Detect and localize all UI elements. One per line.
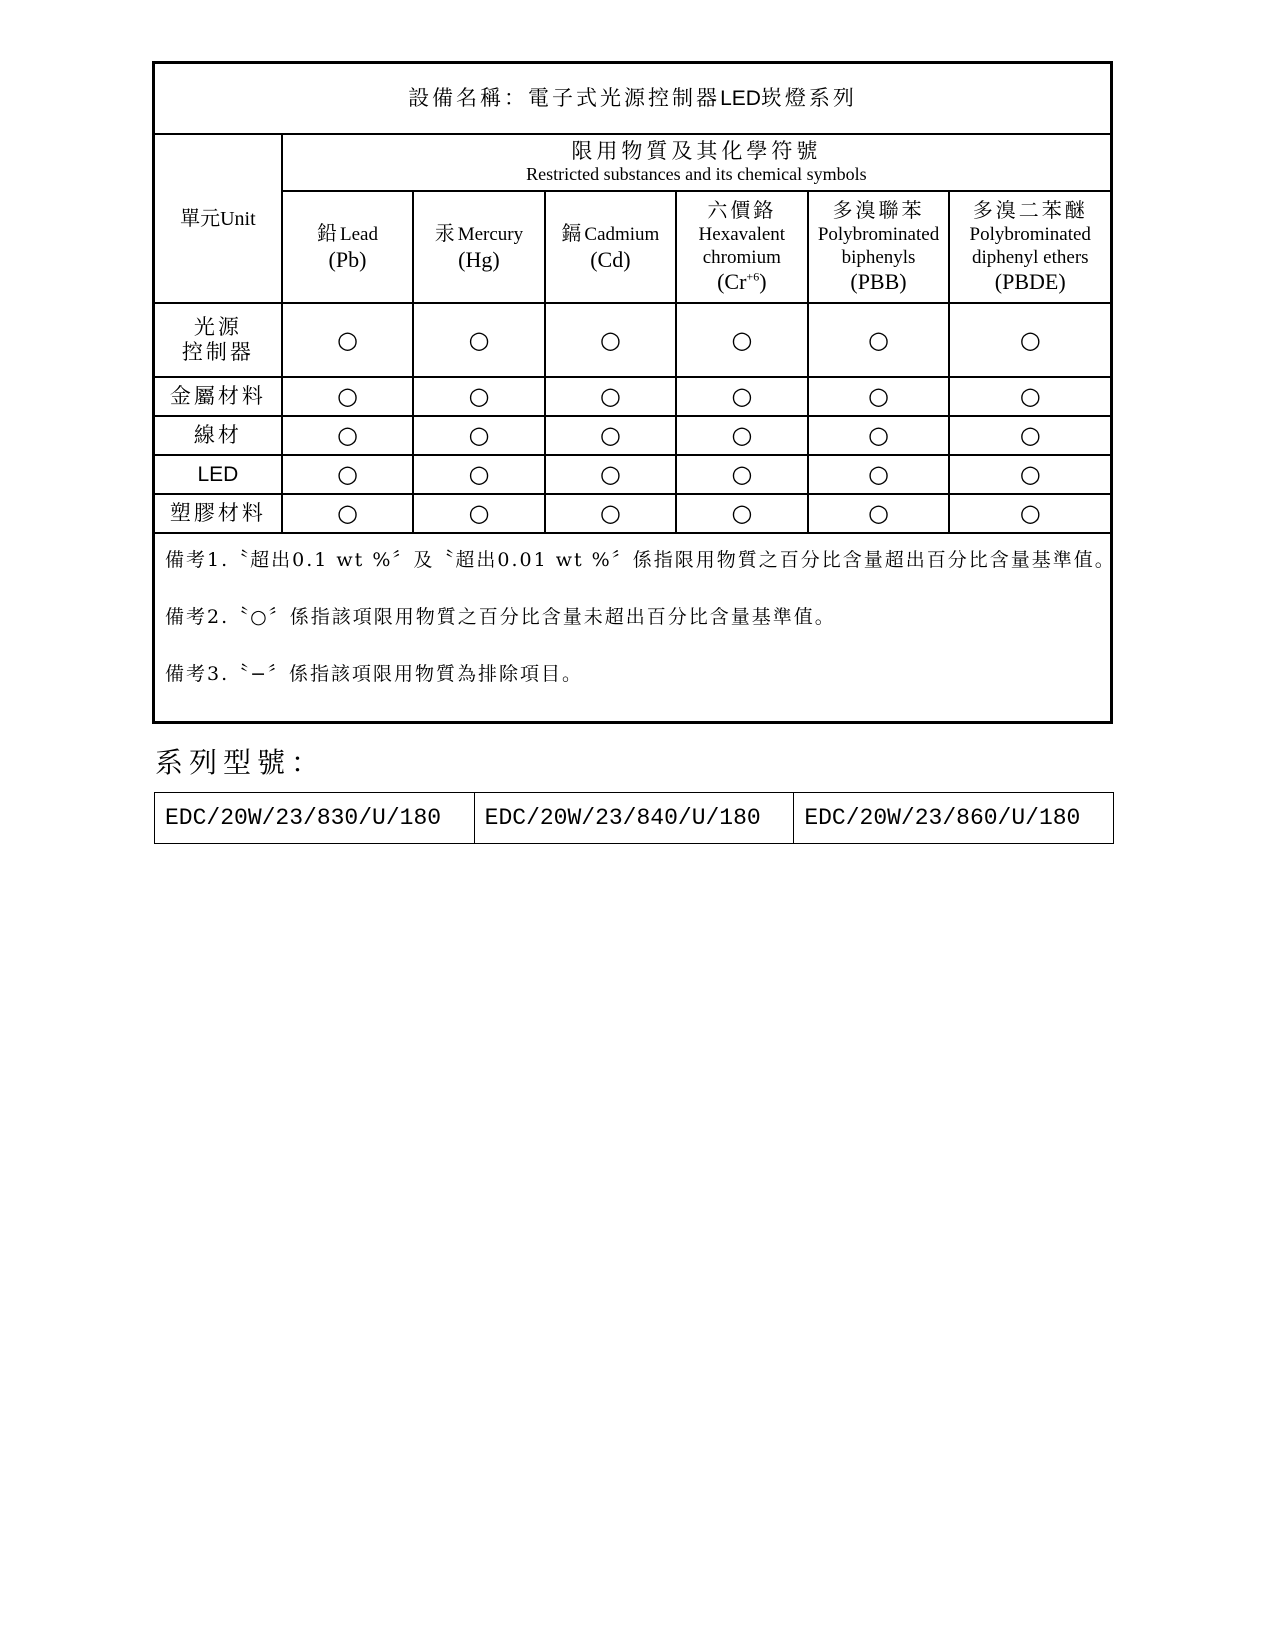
unit-cell: [154, 303, 282, 377]
unit-cell: 線材: [154, 416, 282, 455]
mark-cell: ○: [413, 494, 544, 533]
model-cell: EDC/20W/23/840/U/180: [474, 793, 794, 844]
substance-en-line2: diphenyl ethers: [971, 246, 1089, 268]
model-cell: EDC/20W/23/830/U/180: [155, 793, 475, 844]
mark-cell: ○: [413, 416, 544, 455]
restricted-header-cn: 限用物質及其化學符號: [571, 139, 822, 164]
substance-cn: 六價鉻: [707, 197, 777, 222]
table-row: [154, 303, 1112, 377]
mark-cell: ○: [676, 377, 807, 416]
mark-cell: ○: [413, 377, 544, 416]
substance-cn: 多溴二苯醚: [972, 197, 1088, 222]
mark-cell: ○: [545, 416, 676, 455]
mark-cell: ○: [282, 377, 413, 416]
unit-cell: 金屬材料: [154, 377, 282, 416]
substance-pbb: [808, 191, 950, 303]
model-cell: EDC/20W/23/860/U/180: [794, 793, 1114, 844]
rohs-declaration-table: [152, 61, 1116, 724]
mark-cell: ○: [949, 303, 1111, 377]
substance-en: Cadmium: [584, 223, 660, 245]
mark-cell: ○: [808, 377, 950, 416]
mark-cell: ○: [282, 455, 413, 494]
mark-cell: ○: [949, 494, 1111, 533]
restricted-substances-header: [282, 134, 1112, 191]
equipment-name-cell: [154, 63, 1112, 135]
equipment-latin: LED: [720, 86, 761, 110]
unit-name-line2: 控制器: [181, 340, 254, 364]
equipment-suffix: 崁燈系列: [760, 85, 857, 110]
substance-symbol: (PBDE): [994, 269, 1066, 295]
mark-cell: ○: [413, 303, 544, 377]
unit-header: [154, 134, 282, 303]
mark-cell: ○: [949, 455, 1111, 494]
note-3: 備考3.〝−〞係指該項限用物質為排除項目。: [165, 663, 584, 685]
mark-cell: ○: [808, 455, 950, 494]
mark-cell: ○: [949, 416, 1111, 455]
restricted-header-en: Restricted substances and its chemical symbols: [526, 164, 867, 185]
unit-name-line1: 光源: [193, 314, 242, 339]
substance-en: Mercury: [457, 223, 524, 245]
substance-symbol: (Cd): [590, 246, 631, 272]
substance-en-line1: Polybrominated: [969, 223, 1091, 245]
substance-pbde: [949, 191, 1111, 303]
equipment-label: 設備名稱：電子式光源控制器: [408, 85, 721, 110]
mark-cell: ○: [949, 377, 1111, 416]
table-row: [155, 793, 1114, 844]
substance-cadmium: [545, 191, 676, 303]
table-row: [154, 494, 1112, 533]
mark-cell: ○: [545, 494, 676, 533]
mark-cell: ○: [545, 377, 676, 416]
substance-cn: 汞: [434, 220, 458, 245]
mark-cell: ○: [808, 494, 950, 533]
table-row: [154, 377, 1112, 416]
notes-cell: [154, 533, 1116, 723]
mark-cell: ○: [676, 416, 807, 455]
substance-symbol: (Pb): [328, 246, 367, 272]
table-row: [154, 416, 1112, 455]
table-row: [154, 455, 1112, 494]
series-models-table: [154, 792, 1114, 844]
substance-cn: 多溴聯苯: [832, 197, 925, 222]
substance-symbol: (Hg): [458, 246, 500, 272]
mark-cell: ○: [808, 416, 950, 455]
substance-mercury: [413, 191, 544, 303]
unit-cell: 塑膠材料: [154, 494, 282, 533]
note-2: 備考2.〝○〞係指該項限用物質之百分比含量未超出百分比含量基準值。: [165, 606, 836, 628]
note-1: 備考1.〝超出0.1 wt %〞及〝超出0.01 wt %〞係指限用物質之百分比含量超出百分比含量基準值。: [165, 549, 1116, 571]
substance-symbol: (PBB): [850, 269, 907, 295]
substance-cn: 鎘: [561, 220, 585, 245]
substance-en-line2: chromium: [702, 246, 781, 268]
mark-cell: ○: [282, 416, 413, 455]
series-title: 系列型號：: [155, 746, 326, 779]
mark-cell: ○: [282, 303, 413, 377]
mark-cell: ○: [545, 303, 676, 377]
mark-cell: ○: [676, 494, 807, 533]
substance-en-line1: Polybrominated: [817, 223, 940, 245]
unit-label-en: Unit: [220, 208, 256, 230]
substance-lead: [282, 191, 413, 303]
mark-cell: ○: [676, 303, 807, 377]
substance-en-line1: Hexavalent: [698, 223, 786, 245]
unit-label-cn: 單元: [180, 206, 221, 230]
mark-cell: ○: [808, 303, 950, 377]
mark-cell: ○: [282, 494, 413, 533]
mark-cell: ○: [413, 455, 544, 494]
substance-en: Lead: [340, 223, 378, 245]
substance-en-line2: biphenyls: [841, 246, 916, 268]
mark-cell: ○: [545, 455, 676, 494]
substance-hexavalent-chromium: [676, 191, 807, 303]
substance-symbol: $(Cr^{+6})$: [717, 269, 767, 295]
substance-cn: 鉛: [317, 220, 340, 245]
mark-cell: ○: [676, 455, 807, 494]
unit-cell: LED: [154, 455, 282, 494]
